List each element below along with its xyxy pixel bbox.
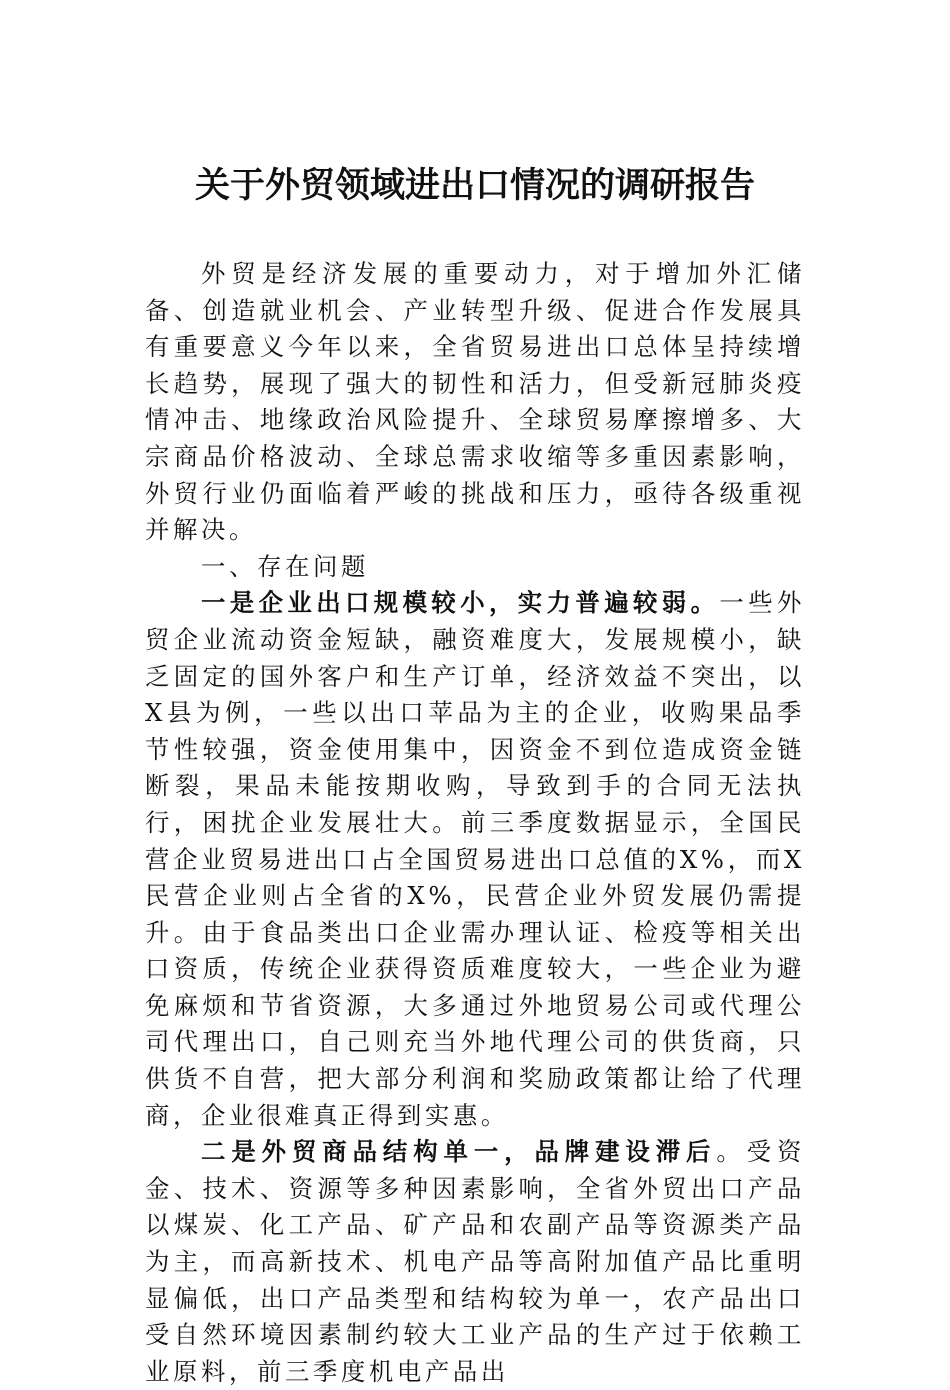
point-two-paragraph [145,1134,805,1390]
point-two-lead: 二是外贸商品结构单一，品牌建设滞后 [201,1137,717,1167]
intro-paragraph: 外贸是经济发展的重要动力，对于增加外汇储备、创造就业机会、产业转型升级、促进合作发展具有重要意义今年以来，全省贸易进出口总体呈持续增长趋势，展现了强大的韧性和活力，但受新冠肺炎疫情冲击、地缘政治风险提升、全球贸易摩擦增多、大宗商品价格波动、全球总需求收缩等多重因素影响，外贸行业仍面临着严峻的挑战和压力，亟待各级重视并解决。 [145,259,805,545]
document-body [145,256,805,1390]
point-two-text: 。受资金、技术、资源等多种因素影响，全省外贸出口产品以煤炭、化工产品、矿产品和农副产品等资源类产品为主，而高新技术、机电产品等高附加值产品比重明显偏低，出口产品类型和结构较为单一，农产品出口受自然环境因素制约较大工业产品的生产过于依赖工业原料，前三季度机电产品出 [145,1137,805,1386]
point-one-paragraph [145,585,805,1134]
section-heading: 一、存在问题 [201,551,369,581]
point-one-text: 一些外贸企业流动资金短缺，融资难度大，发展规模小，缺乏固定的国外客户和生产订单，经济效益不突出，以X县为例，一些以出口苹品为主的企业，收购果品季节性较强，资金使用集中，因资金不到位造成资金链断裂，果品未能按期收购，导致到手的合同无法执行，困扰企业发展壮大。前三季度数据显示，全国民营企业贸易进出口占全国贸易进出口总值的X%，而X民营企业则占全省的X%，民营企业外贸发展仍需提升。由于食品类出口企业需办理认证、检疫等相关出口资质，传统企业获得资质难度较大，一些企业为避免麻烦和节省资源，大多通过外地贸易公司或代理公司代理出口，自己则充当外地代理公司的供货商，只供货不自营，把大部分利润和奖励政策都让给了代理商，企业很难真正得到实惠。 [145,588,805,1130]
document-title: 关于外贸领域进出口情况的调研报告 [194,165,755,206]
point-one-lead: 一是企业出口规模较小，实力普遍较弱。 [201,588,720,618]
